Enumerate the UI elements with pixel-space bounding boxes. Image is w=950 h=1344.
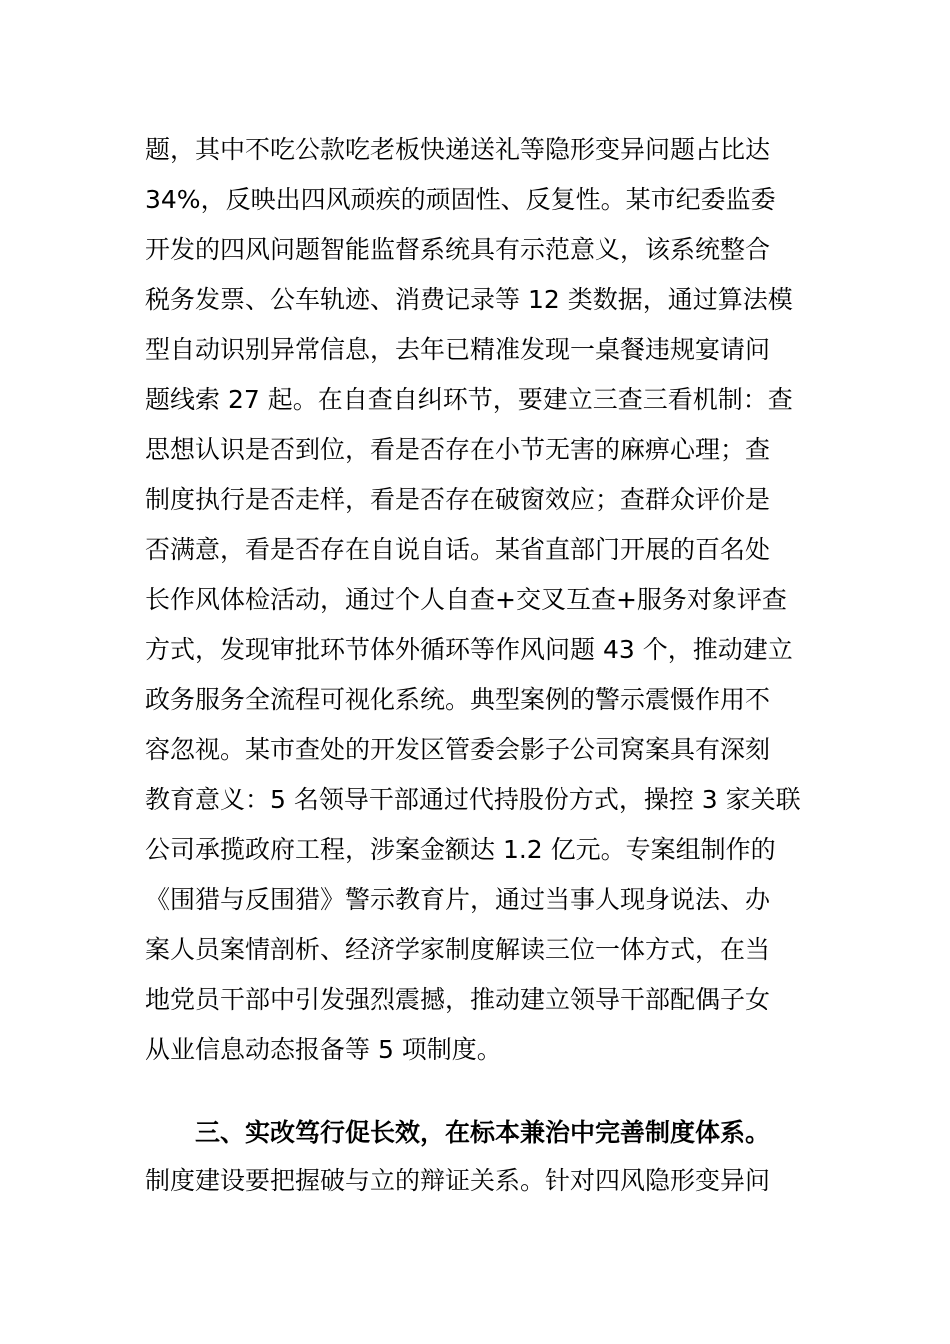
text-line: 制度执行是否走样，看是否存在破窗效应；查群众评价是 bbox=[145, 485, 771, 514]
text-line: 开发的四风问题智能监督系统具有示范意义，该系统整合 bbox=[145, 235, 771, 264]
text-line: 题，其中不吃公款吃老板快递送礼等隐形变异问题占比达 bbox=[145, 135, 771, 164]
text-line: 税务发票、公车轨迹、消费记录等 12 类数据，通过算法模 bbox=[145, 285, 793, 314]
text-line: 方式，发现审批环节体外循环等作风问题 43 个，推动建立 bbox=[145, 635, 793, 664]
text-line: 容忽视。某市查处的开发区管委会影子公司窝案具有深刻 bbox=[145, 735, 771, 764]
text-line: 地党员干部中引发强烈震撼，推动建立领导干部配偶子女 bbox=[145, 985, 771, 1014]
text-line: 《围猎与反围猎》警示教育片，通过当事人现身说法、办 bbox=[145, 885, 771, 914]
text-line: 教育意义：5 名领导干部通过代持股份方式，操控 3 家关联 bbox=[145, 785, 801, 814]
text-line: 型自动识别异常信息，去年已精准发现一桌餐违规宴请问 bbox=[145, 335, 771, 364]
text-line: 否满意，看是否存在自说自话。某省直部门开展的百名处 bbox=[145, 535, 771, 564]
text-line: 34%，反映出四风顽疾的顽固性、反复性。某市纪委监委 bbox=[145, 185, 776, 214]
section-heading: 三、实改笃行促长效，在标本兼治中完善制度体系。 bbox=[195, 1118, 771, 1147]
text-line: 长作风体检活动，通过个人自查+交叉互查+服务对象评查 bbox=[145, 585, 787, 614]
text-line: 案人员案情剖析、经济学家制度解读三位一体方式，在当 bbox=[145, 935, 771, 964]
text-line: 思想认识是否到位，看是否存在小节无害的麻痹心理；查 bbox=[145, 435, 771, 464]
text-line: 制度建设要把握破与立的辩证关系。针对四风隐形变异问 bbox=[145, 1166, 771, 1195]
text-line: 从业信息动态报备等 5 项制度。 bbox=[145, 1035, 502, 1064]
text-line: 公司承揽政府工程，涉案金额达 1.2 亿元。专案组制作的 bbox=[145, 835, 776, 864]
text-line: 政务服务全流程可视化系统。典型案例的警示震慑作用不 bbox=[145, 685, 771, 714]
text-line: 题线索 27 起。在自查自纠环节，要建立三查三看机制：查 bbox=[145, 385, 793, 414]
